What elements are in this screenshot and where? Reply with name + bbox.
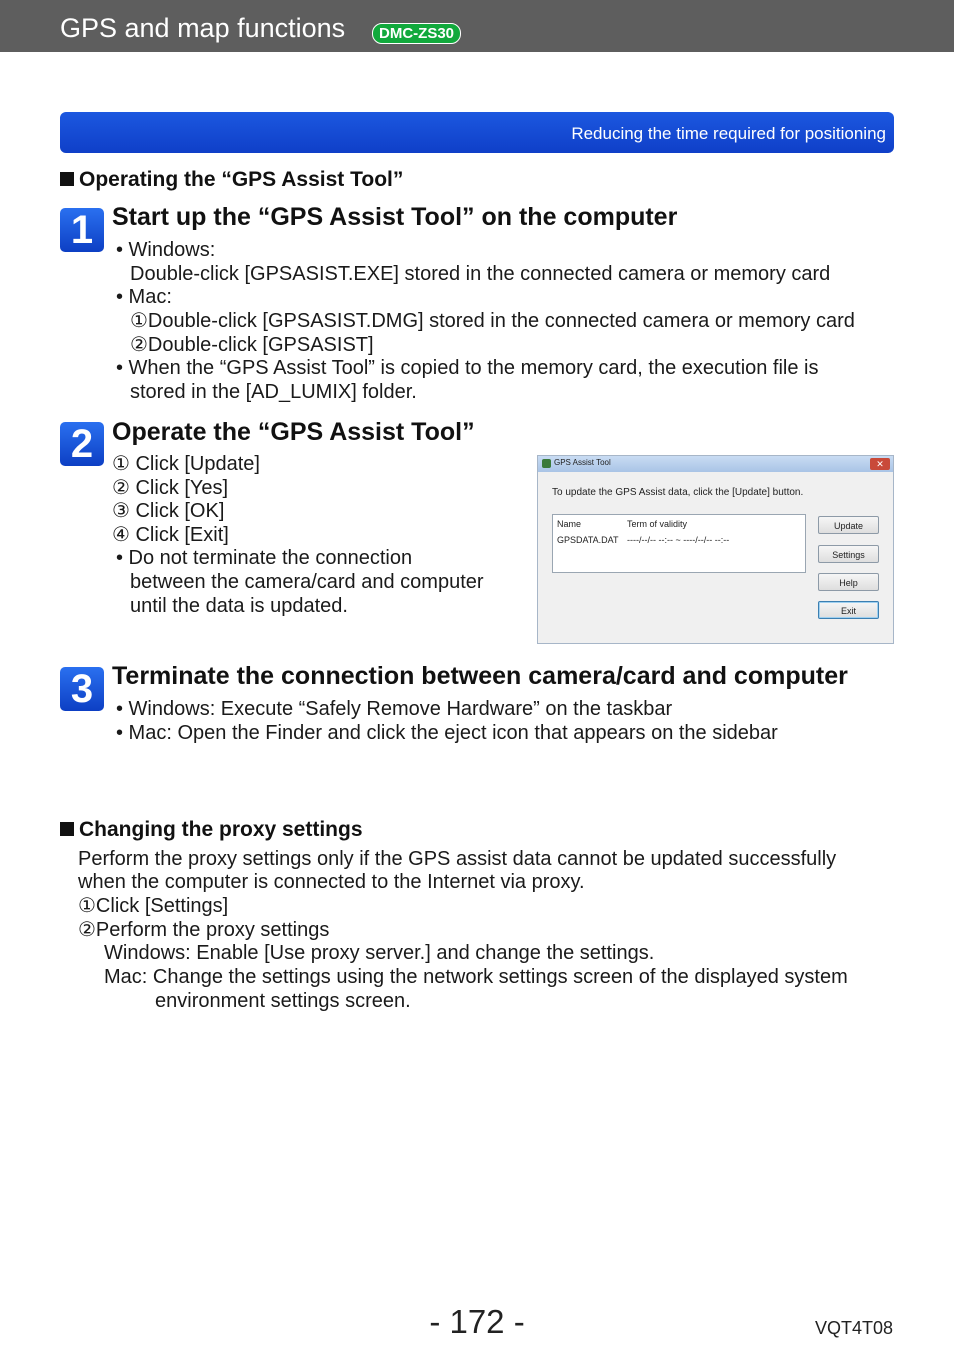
row-validity: ----/--/-- --:-- ~ ----/--/-- --:-- xyxy=(627,535,730,545)
update-button[interactable]: Update xyxy=(818,516,879,534)
column-name: Name xyxy=(557,519,582,529)
square-bullet-icon xyxy=(60,822,74,836)
step-2-line: • Do not terminate the connection xyxy=(116,547,413,569)
step-1-badge: 1 xyxy=(60,208,104,252)
proxy-line: Perform the proxy settings only if the GPS assist data cannot be updated successfully xyxy=(78,848,837,870)
operating-heading-text: Operating the “GPS Assist Tool” xyxy=(79,168,404,191)
step-2-line: between the camera/card and computer xyxy=(130,571,484,593)
step-1-line: ①Double-click [GPSASIST.DMG] stored in the connected camera or memory card xyxy=(130,310,855,332)
exit-button[interactable]: Exit xyxy=(818,601,879,619)
row-name: GPSDATA.DAT xyxy=(557,535,619,545)
section-bar-label: Reducing the time required for positioning xyxy=(571,124,886,143)
step-1-line: ②Double-click [GPSASIST] xyxy=(130,334,374,356)
step-3-line: • Mac: Open the Finder and click the eject icon that appears on the sidebar xyxy=(116,722,778,744)
dialog-titlebar xyxy=(538,456,893,472)
proxy-line: ②Perform the proxy settings xyxy=(78,919,330,941)
proxy-heading-text: Changing the proxy settings xyxy=(79,818,363,841)
step-3-line: • Windows: Execute “Safely Remove Hardware” on the taskbar xyxy=(116,698,673,720)
step-2-line: ④ Click [Exit] xyxy=(112,524,229,546)
proxy-line: Windows: Enable [Use proxy server.] and change the settings. xyxy=(104,942,655,964)
chapter-title: GPS and map functions xyxy=(60,13,346,43)
section-bar xyxy=(60,112,894,153)
settings-button[interactable]: Settings xyxy=(818,545,879,563)
step-2-line: ② Click [Yes] xyxy=(112,477,229,499)
step-1-line: • When the “GPS Assist Tool” is copied to the memory card, the execution file is xyxy=(116,357,819,379)
page-number: - 172 - xyxy=(429,1303,525,1340)
square-bullet-icon xyxy=(60,172,74,186)
step-1-title: Start up the “GPS Assist Tool” on the computer xyxy=(112,203,678,231)
model-badge: DMC-ZS30 xyxy=(372,23,461,44)
column-validity: Term of validity xyxy=(627,519,688,529)
step-2-line: until the data is updated. xyxy=(130,595,348,617)
proxy-line: when the computer is connected to the Internet via proxy. xyxy=(78,871,585,893)
step-1-line: Double-click [GPSASIST.EXE] stored in the connected camera or memory card xyxy=(130,263,831,285)
step-1-line: • Windows: xyxy=(116,239,216,261)
gps-assist-tool-dialog-screenshot xyxy=(537,455,894,644)
proxy-line: Mac: Change the settings using the network settings screen of the displayed system xyxy=(104,966,848,988)
dialog-instruction: To update the GPS Assist data, click the [Update] button. xyxy=(552,487,804,498)
step-3-badge: 3 xyxy=(60,667,104,711)
step-3-title: Terminate the connection between camera/card and computer xyxy=(112,662,848,690)
dialog-title: GPS Assist Tool xyxy=(554,458,611,467)
app-icon xyxy=(542,459,551,468)
step-2-line: ① Click [Update] xyxy=(112,453,260,475)
step-2-line: ③ Click [OK] xyxy=(112,500,225,522)
close-icon[interactable]: ✕ xyxy=(870,458,890,470)
step-2-badge: 2 xyxy=(60,422,104,466)
data-list xyxy=(552,514,806,573)
help-button[interactable]: Help xyxy=(818,573,879,591)
document-code: VQT4T08 xyxy=(815,1318,894,1338)
proxy-line: ①Click [Settings] xyxy=(78,895,229,917)
proxy-line: environment settings screen. xyxy=(155,990,411,1012)
step-1-line: • Mac: xyxy=(116,286,172,308)
proxy-heading xyxy=(60,818,363,842)
step-2-title: Operate the “GPS Assist Tool” xyxy=(112,418,475,446)
page-header xyxy=(0,0,954,52)
operating-heading xyxy=(60,168,403,192)
step-1-line: stored in the [AD_LUMIX] folder. xyxy=(130,381,417,403)
